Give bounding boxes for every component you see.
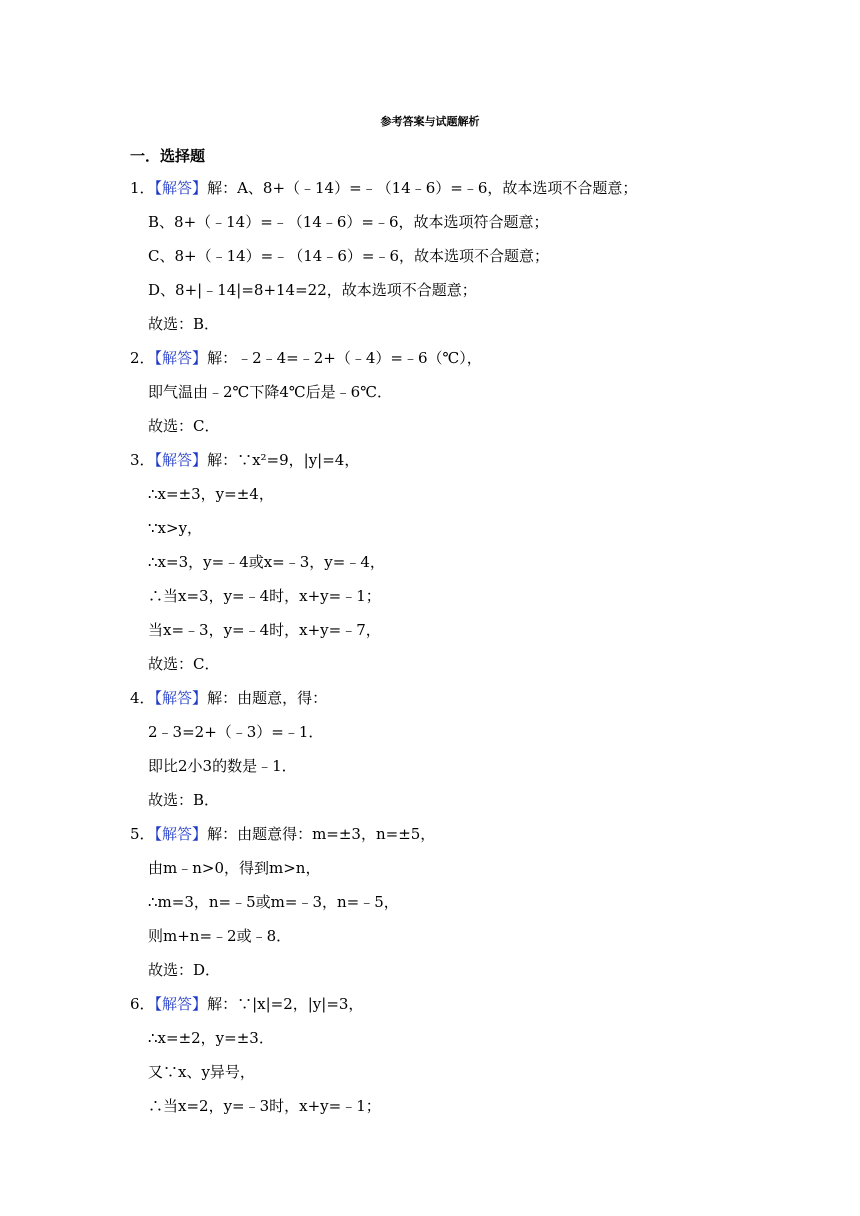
q5-text: 解：由题意得：m=±3，n=±5， <box>207 825 436 843</box>
q6-answer-tag: 【解答】 <box>154 995 208 1013</box>
q3-line-1 <box>130 449 359 471</box>
q3-line-5: ∴当x=3，y=﹣4时，x+y=﹣1； <box>148 587 381 605</box>
q3-text: 解：∵x²=9，|y|=4， <box>207 451 360 469</box>
q2-line-1 <box>130 347 482 369</box>
q2-number: 2． <box>130 349 155 367</box>
q4-line-4: 故选：B． <box>148 791 220 809</box>
q3-number: 3． <box>130 451 155 469</box>
q1-line-4: D、8+|﹣14|=8+14=22，故本选项不合题意； <box>148 281 477 299</box>
q2-line-2: 即气温由﹣2℃下降4℃后是﹣6℃． <box>148 383 392 401</box>
q4-line-3: 即比2小3的数是﹣1． <box>148 757 297 775</box>
q5-answer-tag: 【解答】 <box>154 825 208 843</box>
q6-line-1 <box>130 993 363 1015</box>
q5-line-3: ∴m=3，n=﹣5或m=﹣3，n=﹣5， <box>148 893 399 911</box>
q6-line-3: 又∵x、y异号， <box>148 1063 255 1081</box>
q6-line-2: ∴x=±2，y=±3． <box>148 1029 274 1047</box>
section-heading: 一．选择题 <box>130 147 206 165</box>
q2-line-3: 故选：C． <box>148 417 220 435</box>
q5-line-5: 故选：D． <box>148 961 221 979</box>
q6-text: 解：∵|x|=2，|y|=3， <box>207 995 364 1013</box>
q1-number: 1． <box>130 179 155 197</box>
q4-answer-tag: 【解答】 <box>154 689 208 707</box>
q3-line-4: ∴x=3，y=﹣4或x=﹣3，y=﹣4， <box>148 553 385 571</box>
q3-line-6: 当x=﹣3，y=﹣4时，x+y=﹣7， <box>148 621 381 639</box>
q1-answer-tag: 【解答】 <box>154 179 208 197</box>
q6-line-4: ∴当x=2，y=﹣3时，x+y=﹣1； <box>148 1097 381 1115</box>
q6-number: 6． <box>130 995 155 1013</box>
q4-line-1 <box>130 687 327 709</box>
q2-text: 解：﹣2﹣4=﹣2+（﹣4）=﹣6（℃）， <box>207 349 482 367</box>
q1-line-3: C、8+（﹣14）=﹣（14﹣6）=﹣6，故本选项不合题意； <box>148 247 549 265</box>
q1-line-5: 故选：B． <box>148 315 220 333</box>
q5-line-1 <box>130 823 435 845</box>
q5-number: 5． <box>130 825 155 843</box>
q1-line-1 <box>130 177 637 199</box>
q3-line-7: 故选：C． <box>148 655 220 673</box>
q4-number: 4． <box>130 689 155 707</box>
q2-answer-tag: 【解答】 <box>154 349 208 367</box>
q3-line-3: ∵x>y， <box>148 519 203 537</box>
q3-answer-tag: 【解答】 <box>154 451 208 469</box>
q5-line-4: 则m+n=﹣2或﹣8． <box>148 927 292 945</box>
q4-text: 解：由题意，得： <box>207 689 328 707</box>
q1-text: 解：A、8+（﹣14）=﹣（14﹣6）=﹣6，故本选项不合题意； <box>207 179 638 197</box>
q5-line-2: 由m﹣n>0，得到m>n， <box>148 859 321 877</box>
q3-line-2: ∴x=±3，y=±4， <box>148 485 274 503</box>
q1-line-2: B、8+（﹣14）=﹣（14﹣6）=﹣6，故本选项符合题意； <box>148 213 549 231</box>
page-title: 参考答案与试题解析 <box>380 115 480 128</box>
q4-line-2: 2﹣3=2+（﹣3）=﹣1． <box>148 723 324 741</box>
